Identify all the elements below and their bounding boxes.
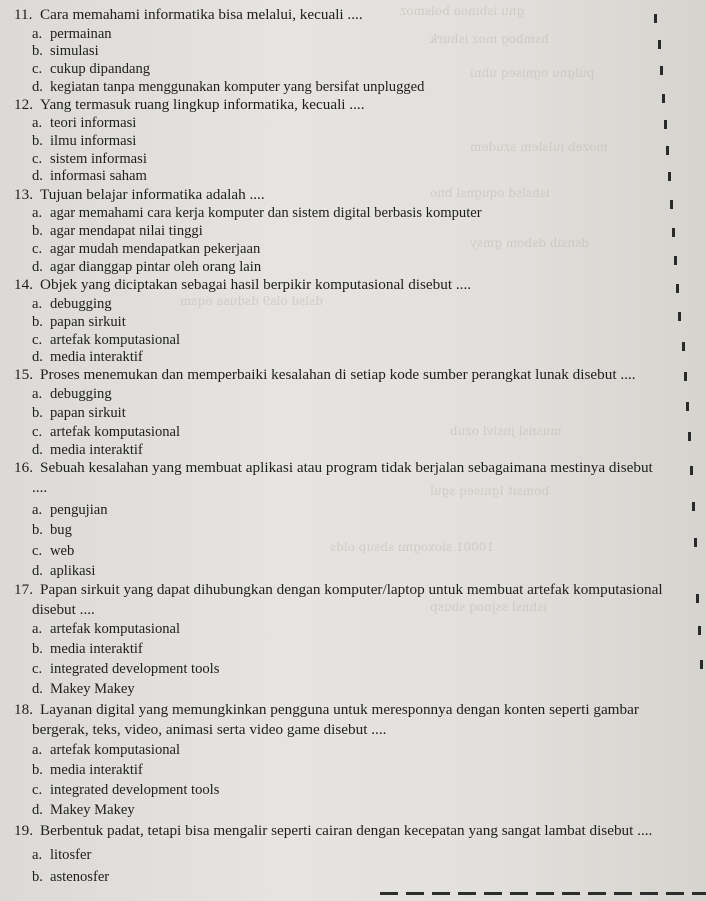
margin-mark <box>678 312 681 321</box>
margin-mark <box>682 342 685 351</box>
margin-mark <box>696 594 699 603</box>
option: b. papan sirkuit <box>32 314 126 330</box>
margin-mark <box>690 466 693 475</box>
question-text: Berbentuk padat, tetapi bisa mengalir seperti cairan dengan kecepatan yang sangat lambat disebut .... <box>40 822 653 839</box>
margin-mark <box>694 538 697 547</box>
option: d. aplikasi <box>32 563 96 579</box>
margin-mark <box>670 200 673 209</box>
question-text: Proses menemukan dan memperbaiki kesalahan di setiap kode sumber perangkat lunak disebut .... <box>40 366 636 383</box>
margin-mark <box>676 284 679 293</box>
question-continuation: bergerak, teks, video, animasi serta video game disebut .... <box>32 721 387 738</box>
margin-mark <box>666 146 669 155</box>
question-15: 15. Proses menemukan dan memperbaiki kesalahan di setiap kode sumber perangkat lunak disebut .... <box>14 366 636 383</box>
option: b. media interaktif <box>32 641 143 657</box>
question-16: 16. Sebuah kesalahan yang membuat aplikasi atau program tidak berjalan sebagaimana mestinya disebut <box>14 459 653 476</box>
option: a. debugging <box>32 386 112 402</box>
margin-mark <box>688 432 691 441</box>
margin-mark <box>674 256 677 265</box>
question-12: 12. Yang termasuk ruang lingkup informatika, kecuali .... <box>14 96 365 113</box>
option: b. astenosfer <box>32 869 110 885</box>
option: c. integrated development tools <box>32 782 220 798</box>
option: d. agar dianggap pintar oleh orang lain <box>32 259 262 275</box>
option: d. Makey Makey <box>32 802 135 818</box>
question-18: 18. Layanan digital yang memungkinkan pengguna untuk meresponnya dengan konten seperti gambar <box>14 701 639 718</box>
question-14: 14. Objek yang diciptakan sebagai hasil berpikir komputasional disebut .... <box>14 276 472 293</box>
question-text: Papan sirkuit yang dapat dihubungkan dengan komputer/laptop untuk membuat artefak komputasional <box>40 581 663 598</box>
option: c. artefak komputasional <box>32 332 181 348</box>
margin-mark <box>698 626 701 635</box>
question-text: Objek yang diciptakan sebagai hasil berpikir komputasional disebut .... <box>40 276 472 293</box>
margin-mark <box>672 228 675 237</box>
option: a. teori informasi <box>32 115 137 131</box>
margin-mark <box>692 502 695 511</box>
option: b. bug <box>32 522 72 538</box>
option: a. agar memahami cara kerja komputer dan sistem digital berbasis komputer <box>32 205 482 221</box>
option: b. ilmu informasi <box>32 133 137 149</box>
question-text: Cara memahami informatika bisa melalui, kecuali .... <box>40 6 363 23</box>
option: b. simulasi <box>32 43 99 59</box>
option: c. agar mudah mendapatkan pekerjaan <box>32 241 261 257</box>
question-11: 11. Cara memahami informatika bisa melalui, kecuali .... <box>14 6 363 23</box>
margin-mark <box>700 660 703 669</box>
margin-mark <box>686 402 689 411</box>
question-text: Tujuan belajar informatika adalah .... <box>40 186 265 203</box>
option: c. artefak komputasional <box>32 424 181 440</box>
option: a. artefak komputasional <box>32 742 181 758</box>
option: d. Makey Makey <box>32 681 135 697</box>
question-continuation: .... <box>32 479 48 496</box>
margin-mark <box>658 40 661 49</box>
option: d. informasi saham <box>32 168 147 184</box>
option: c. web <box>32 543 75 559</box>
option: b. papan sirkuit <box>32 405 126 421</box>
option: a. litosfer <box>32 847 92 863</box>
option: a. artefak komputasional <box>32 621 181 637</box>
option: d. media interaktif <box>32 349 143 365</box>
worksheet-page: gnu isbinoa bolsmoz hsmbog moz ishurk pulgnu ogniseq ubni mozeb iulslem szudem ishslsd oqugnsl bno dsnsib dsbom gmsy dslsd ols9 dsdusa oqsm musnsl jnsivl ozub bomsit Igniseq sgul 10001 sioxogmi sbsup olds ishnsl ssjnoq sbusp 11. Cara memahami informatika bisa melalui, kecuali .... a. permainan b. simulasi c. cukup dipandang d. kegiatan tanpa menggunakan komputer yang bersifat unplugged 12. Yang termasuk ruang lingkup informatika, kecuali .... a. teori informasi b. ilmu informasi c. sistem informasi d. informasi saham 13. Tujuan belajar informatika adalah .... a. agar memahami cara kerja komputer dan sistem digital berbasis komputer b. agar mendapat nilai tinggi c. agar mudah mendapatkan pekerjaan d. agar dianggap pintar oleh orang lain 14. Objek yang diciptakan sebagai hasil berpikir komputasional disebut .... a. debugging b. papan sirkuit c. artefak komputasional d. media interaktif 15. Proses menemukan dan memperbaiki kesalahan di setiap kode sumber perangkat lunak disebut .... a. debugging b. papan sirkuit c. artefak komputasional d. media interaktif 16. Sebuah kesalahan yang membuat aplikasi atau program tidak berjalan sebagaimana mestinya disebut .... a. pengujian b. bug c. web d. aplikasi 17. Papan sirkuit yang dapat dihubungkan dengan komputer/laptop untuk membuat artefak komputasional disebut .... a. artefak komputasional b. media interaktif c. integrated development tools d. Makey Makey 18. Layanan digital yang memungkinkan pengguna untuk meresponnya dengan konten seperti gambar bergerak, teks, video, animasi serta video game disebut .... a. artefak komputasional b. media interaktif c. integrated development tools d. Makey Makey 19. Berbentuk padat, tetapi bisa mengalir seperti cairan dengan kecepatan yang sangat lambat disebut .... a. litosfer b. astenosfer <box>0 0 706 901</box>
option: d. media interaktif <box>32 442 143 458</box>
margin-mark <box>684 372 687 381</box>
page-edge-dashes <box>380 892 706 895</box>
question-19: 19. Berbentuk padat, tetapi bisa mengalir seperti cairan dengan kecepatan yang sangat lambat disebut .... <box>14 822 653 839</box>
option: c. sistem informasi <box>32 151 147 167</box>
margin-mark <box>662 94 665 103</box>
option: a. debugging <box>32 296 112 312</box>
option: d. kegiatan tanpa menggunakan komputer yang bersifat unplugged <box>32 79 425 95</box>
question-13: 13. Tujuan belajar informatika adalah .... <box>14 186 265 203</box>
option: a. permainan <box>32 26 112 42</box>
question-text: Layanan digital yang memungkinkan pengguna untuk meresponnya dengan konten seperti gambar <box>40 701 639 718</box>
question-text: Sebuah kesalahan yang membuat aplikasi atau program tidak berjalan sebagaimana mestinya disebut <box>40 459 653 476</box>
option: b. media interaktif <box>32 762 143 778</box>
option: c. cukup dipandang <box>32 61 151 77</box>
margin-mark <box>668 172 671 181</box>
margin-mark <box>664 120 667 129</box>
question-17: 17. Papan sirkuit yang dapat dihubungkan dengan komputer/laptop untuk membuat artefak komputasional <box>14 581 663 598</box>
option: b. agar mendapat nilai tinggi <box>32 223 203 239</box>
question-text: Yang termasuk ruang lingkup informatika, kecuali .... <box>40 96 365 113</box>
option: a. pengujian <box>32 502 108 518</box>
margin-mark <box>654 14 657 23</box>
option: c. integrated development tools <box>32 661 220 677</box>
question-continuation: disebut .... <box>32 601 95 618</box>
margin-mark <box>660 66 663 75</box>
